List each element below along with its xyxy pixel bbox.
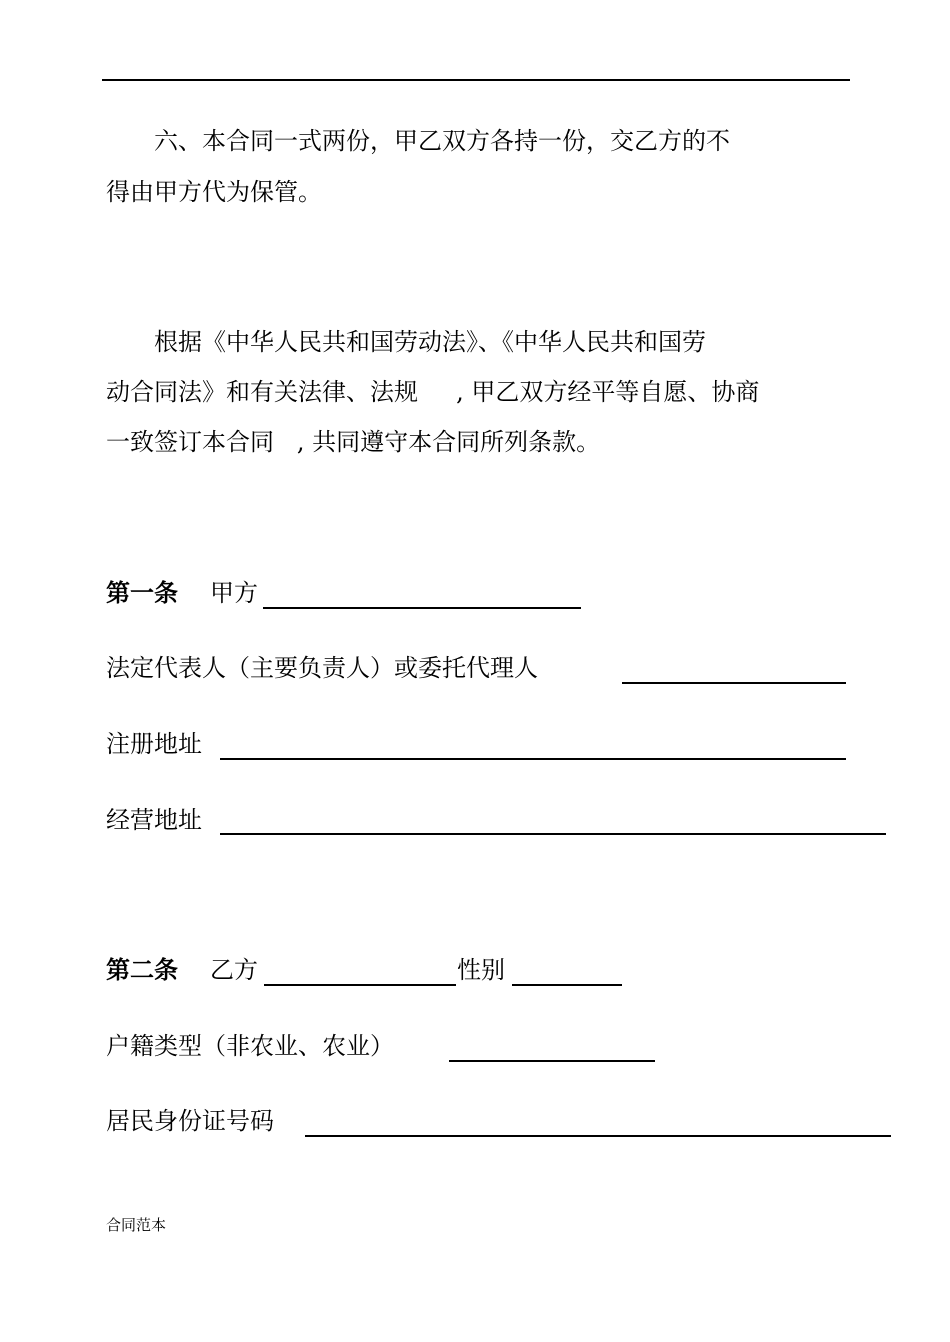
- business-address-blank[interactable]: [220, 833, 886, 835]
- id-number-blank[interactable]: [305, 1135, 891, 1137]
- preamble-line2: 动合同法》和有关法律、法规 , 甲乙双方经平等自愿、协商: [106, 378, 760, 406]
- registered-address-blank[interactable]: [220, 758, 846, 760]
- id-number-label: 居民身份证号码: [106, 1107, 274, 1135]
- header-rule: [102, 79, 850, 81]
- household-type-label: 户籍类型（非农业、农业）: [106, 1032, 394, 1060]
- registered-address-label: 注册地址: [106, 730, 202, 758]
- legal-rep-label: 法定代表人（主要负责人）或委托代理人: [106, 654, 538, 682]
- article1-heading: 第一条: [106, 578, 178, 607]
- party-b-label: 乙方: [210, 956, 258, 984]
- footer-text: 合同范本: [106, 1216, 167, 1234]
- party-b-blank[interactable]: [264, 984, 456, 986]
- preamble-line1: 根据《中华人民共和国劳动法》、《中华人民共和国劳: [154, 328, 706, 356]
- party-a-blank[interactable]: [263, 607, 581, 609]
- article2-heading: 第二条: [106, 955, 178, 984]
- gender-label: 性别: [457, 956, 505, 984]
- legal-rep-blank[interactable]: [622, 682, 846, 684]
- household-type-blank[interactable]: [449, 1060, 655, 1062]
- preamble-line3: 一致签订本合同 , 共同遵守本合同所列条款。: [106, 428, 601, 456]
- clause6-line2: 得由甲方代为保管。: [106, 178, 322, 206]
- party-a-label: 甲方: [210, 579, 258, 607]
- gender-blank[interactable]: [512, 984, 622, 986]
- clause6-line1: 六、本合同一式两份，甲乙双方各持一份，交乙方的不: [154, 127, 730, 155]
- business-address-label: 经营地址: [106, 806, 202, 834]
